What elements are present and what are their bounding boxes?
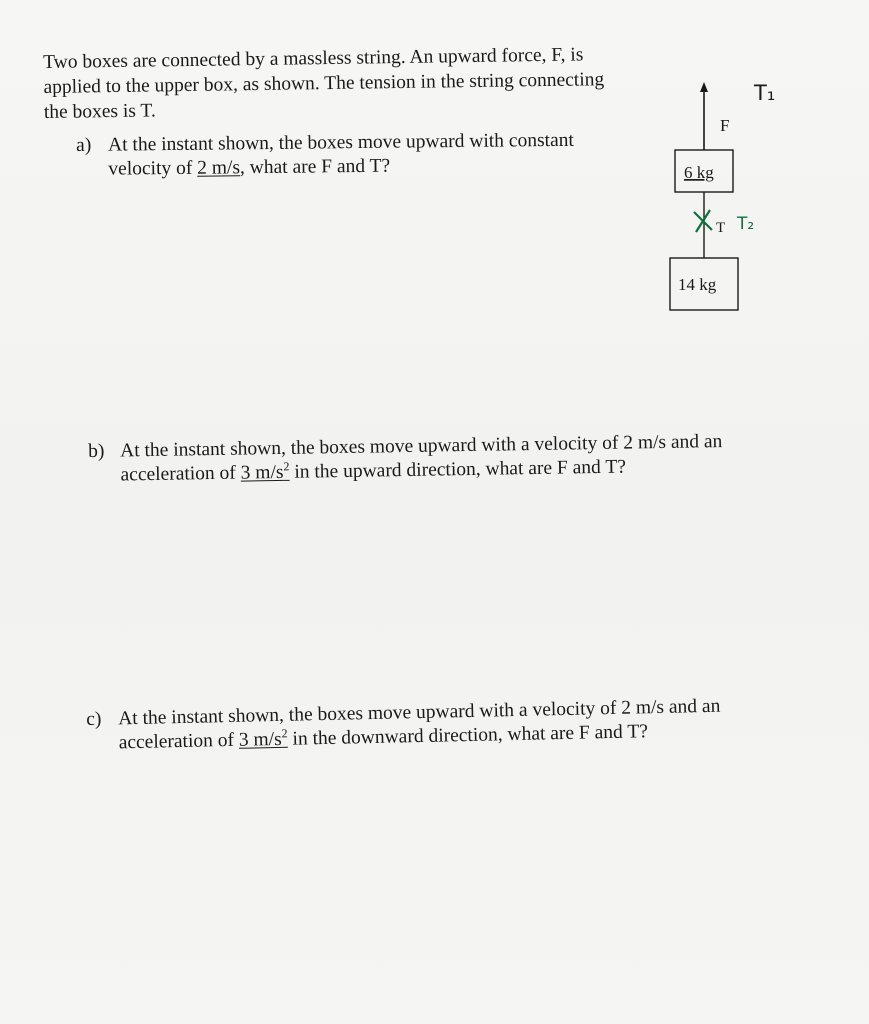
question-c-accel-value: 3 m/s <box>238 728 282 751</box>
question-b-accel-value: 3 m/s <box>240 461 284 484</box>
question-a-line-2 <box>76 152 616 182</box>
question-c-accel-exponent: 2 <box>281 726 288 741</box>
intro-line-2: applied to the upper box, as shown. The tension in the string connecting <box>43 69 605 98</box>
question-b-text: acceleration of <box>120 462 241 486</box>
question-c-text: acceleration of <box>118 729 240 754</box>
question-a-velocity: 2 m/s <box>197 157 241 179</box>
lower-box-mass: 14 kg <box>678 275 717 294</box>
cross-mark-icon <box>694 210 712 232</box>
question-b-text-end: in the upward direction, what are F and T? <box>289 456 627 483</box>
intro-line-1: Two boxes are connected by a massless string. An upward force, F, is <box>43 44 584 73</box>
force-arrow-head <box>700 82 708 92</box>
force-label: F <box>720 116 730 135</box>
question-c-label: c) <box>86 708 102 730</box>
question-c-line-1: At the instant shown, the boxes move upward with a velocity of 2 m/s and an <box>118 695 721 730</box>
tension-label: T <box>716 220 726 236</box>
free-body-diagram <box>620 70 840 330</box>
intro-line-3: the boxes is T. <box>43 100 156 123</box>
question-c-text-end: in the downward direction, what are F and T? <box>287 721 649 750</box>
diagram-svg <box>620 70 840 330</box>
question-c <box>86 694 747 756</box>
problem-statement <box>43 42 644 125</box>
question-b-label: b) <box>88 440 105 462</box>
question-b-acceleration <box>240 459 290 484</box>
upper-box-mass: 6 kg <box>684 163 714 182</box>
question-b <box>88 430 749 488</box>
question-a-text: velocity of <box>108 157 198 180</box>
question-a-text-end: , what are F and T? <box>239 155 391 179</box>
question-b-line-1: At the instant shown, the boxes move upward with a velocity of 2 m/s and an <box>120 431 723 462</box>
annotation-t2: T₂ <box>737 214 755 234</box>
question-c-acceleration <box>238 726 288 751</box>
question-a-label: a) <box>76 134 92 156</box>
question-b-accel-exponent: 2 <box>283 459 290 474</box>
question-a <box>76 128 616 182</box>
question-a-line-1: At the instant shown, the boxes move upward with constant <box>108 129 574 156</box>
annotation-t1: T₁ <box>754 81 776 105</box>
